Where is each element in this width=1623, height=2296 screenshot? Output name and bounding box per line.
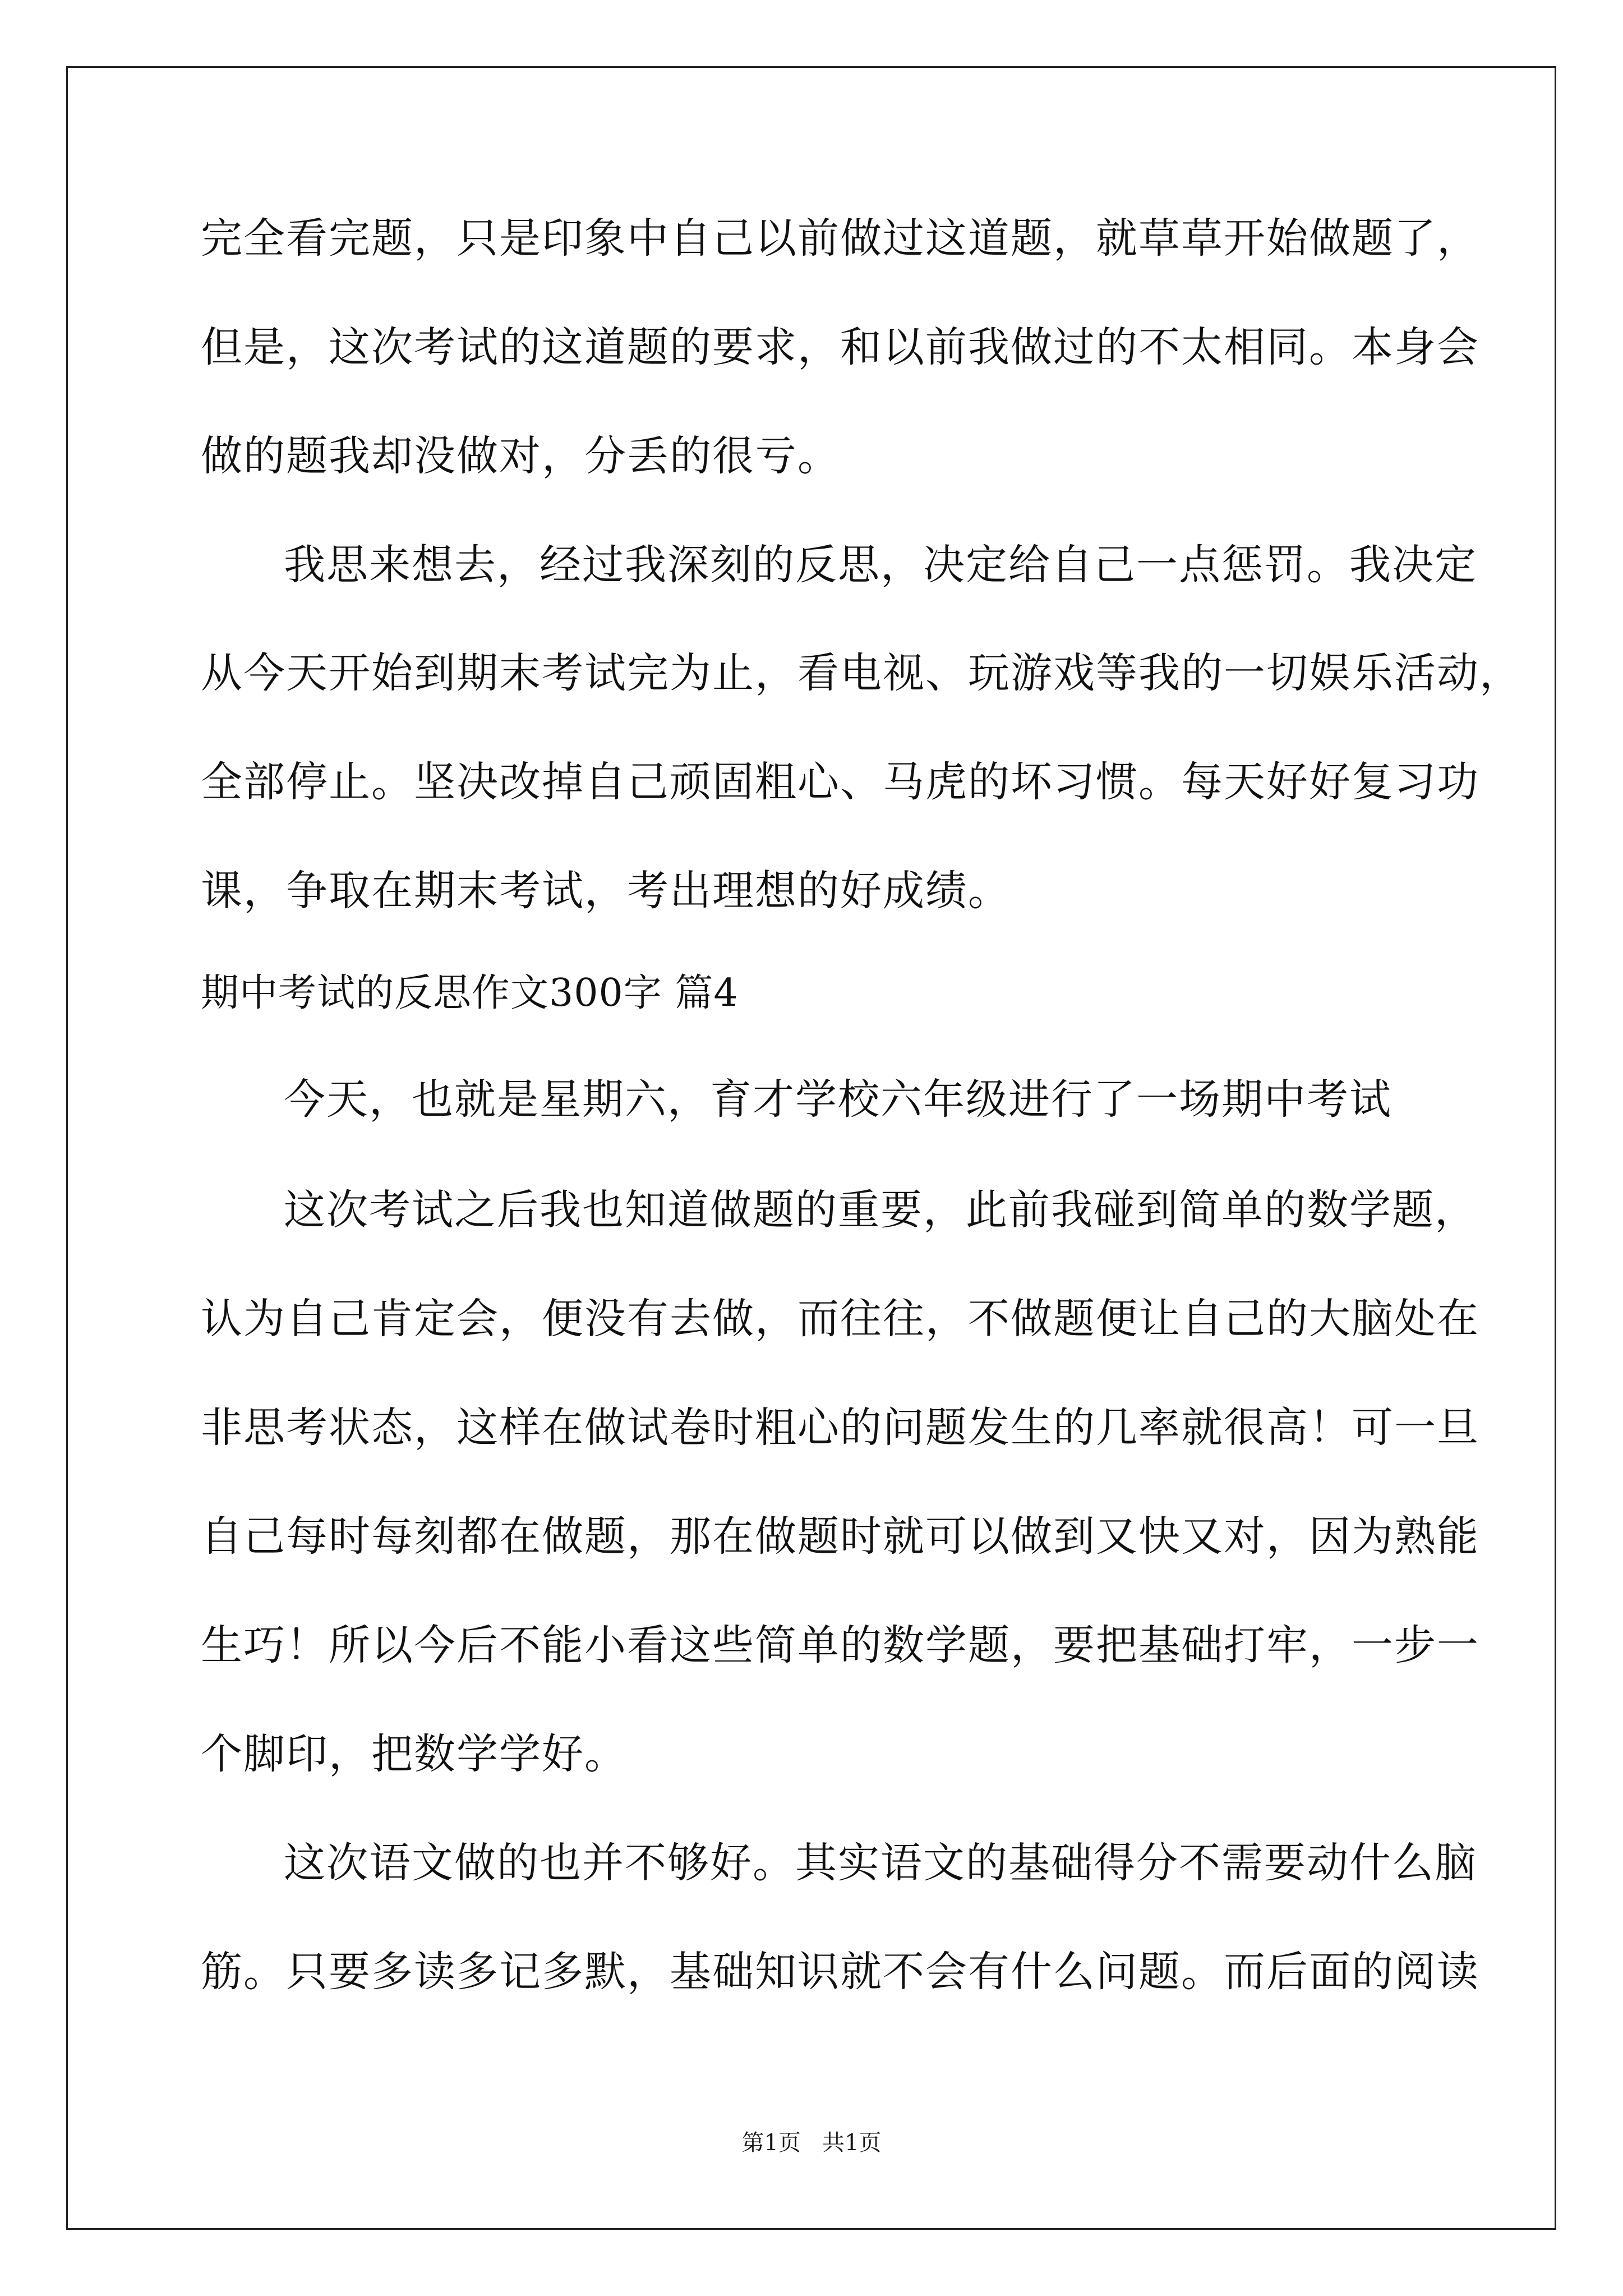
paragraph-first-line: 今天，也就是星期六，育才学校六年级进行了一场期中考试 xyxy=(284,1075,1392,1124)
body-line: 课，争取在期末考试，考出理想的好成绩。 xyxy=(201,867,1011,915)
paragraph-first-line: 这次考试之后我也知道做题的重要，此前我碰到简单的数学题， xyxy=(284,1186,1477,1234)
body-line: 从今天开始到期末考试完为止，看电视、玩游戏等我的一切娱乐活动， xyxy=(201,649,1522,697)
body-line: 自己每时每刻都在做题，那在做题时就可以做到又快又对，因为熟能 xyxy=(201,1512,1479,1561)
body-line: 做的题我却没做对，分丢的很亏。 xyxy=(201,432,840,480)
page-number-footer: 第1页 共1页 xyxy=(741,2130,882,2156)
page-border xyxy=(66,66,1556,2230)
body-line: 非思考状态，这样在做试卷时粗心的问题发生的几率就很高！可一旦 xyxy=(201,1404,1479,1452)
paragraph-first-line: 这次语文做的也并不够好。其实语文的基础得分不需要动什么脑 xyxy=(284,1839,1477,1887)
body-line: 生巧！所以今后不能小看这些简单的数学题，要把基础打牢，一步一 xyxy=(201,1621,1479,1669)
body-line: 完全看完题，只是印象中自己以前做过这道题，就草草开始做题了， xyxy=(201,214,1479,263)
body-line: 认为自己肯定会，便没有去做，而往往，不做题便让自己的大脑处在 xyxy=(201,1295,1479,1343)
body-line: 筋。只要多读多记多默，基础知识就不会有什么问题。而后面的阅读 xyxy=(201,1948,1479,1996)
section-heading: 期中考试的反思作文300字 篇4 xyxy=(201,971,739,1015)
body-line: 全部停止。坚决改掉自己顽固粗心、马虎的坏习惯。每天好好复习功 xyxy=(201,758,1479,806)
paragraph-first-line: 我思来想去，经过我深刻的反思，决定给自己一点惩罚。我决定 xyxy=(284,541,1477,589)
body-line: 个脚印，把数学学好。 xyxy=(201,1730,627,1778)
body-line: 但是，这次考试的这道题的要求，和以前我做过的不太相同。本身会 xyxy=(201,323,1479,371)
